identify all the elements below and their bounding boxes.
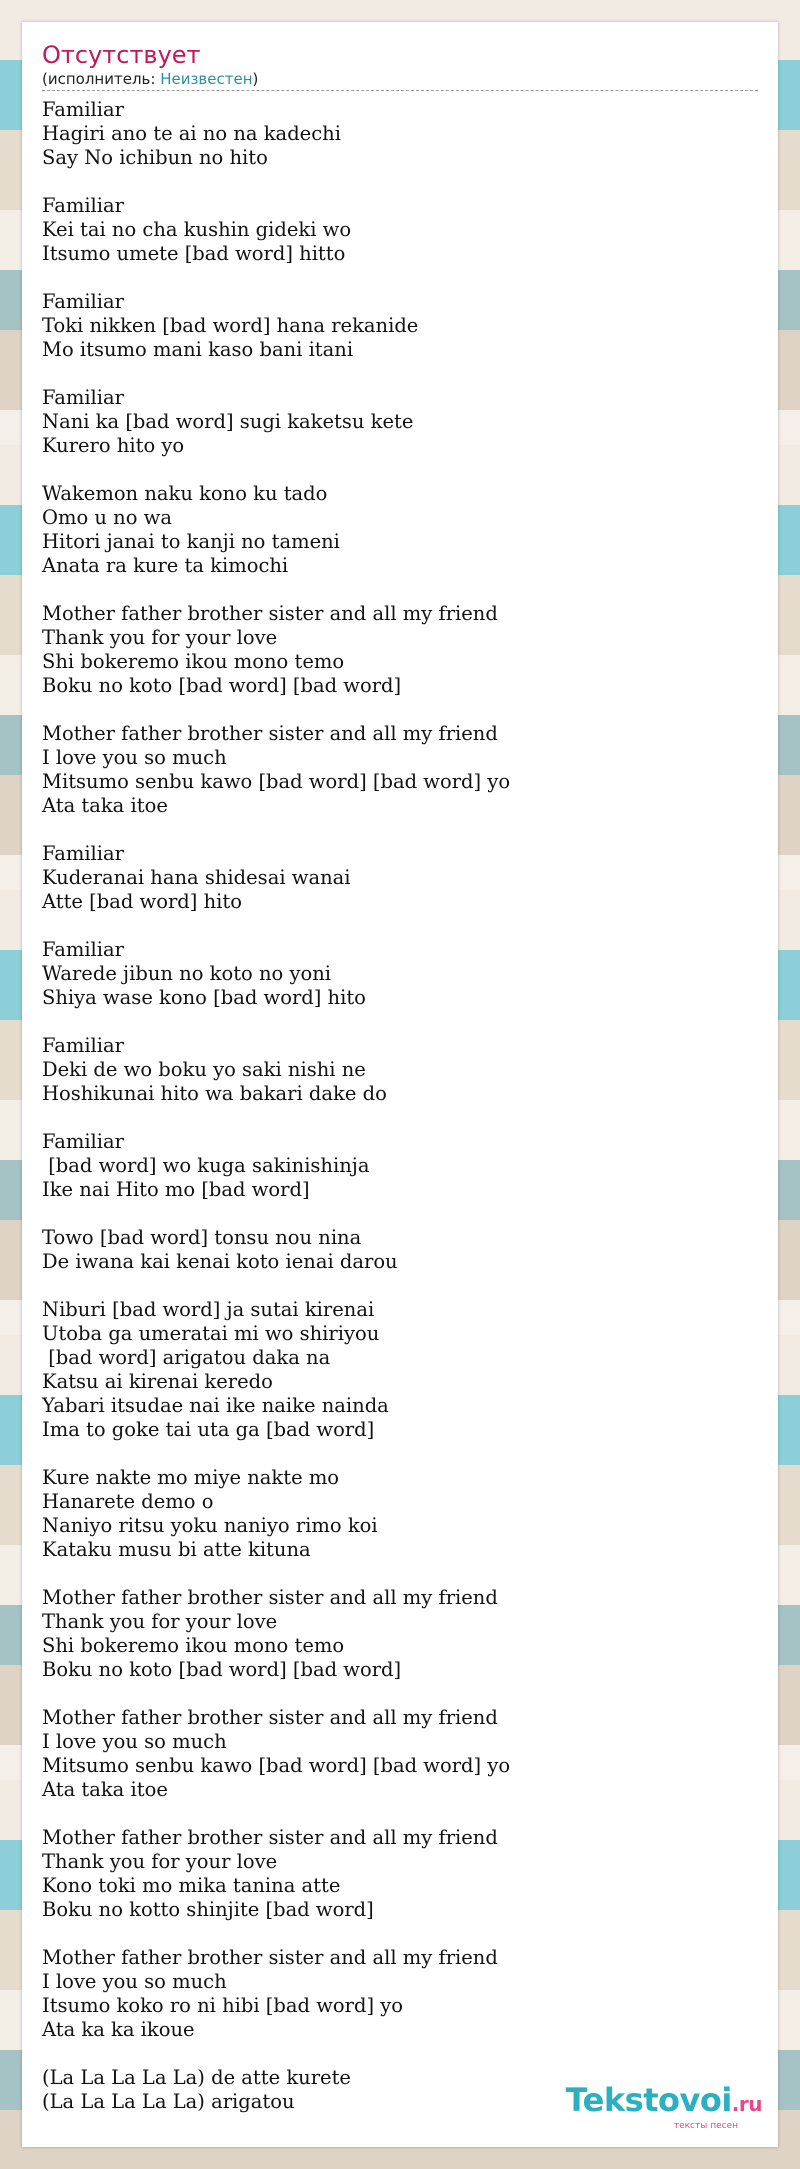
lyrics-line: Katsu ai kirenai keredo xyxy=(42,1370,273,1393)
lyrics-stanza xyxy=(42,1466,758,1562)
lyrics-stanza xyxy=(42,482,758,578)
lyrics-stanza xyxy=(42,842,758,914)
lyrics-line: Kuderanai hana shidesai wanai xyxy=(42,866,351,889)
lyrics-stanza xyxy=(42,938,758,1010)
lyrics-line: Ima to goke tai uta ga [bad word] xyxy=(42,1418,375,1441)
logo-tagline: тексты песен xyxy=(673,2121,738,2131)
lyrics-line: Itsumo umete [bad word] hitto xyxy=(42,242,346,265)
lyrics-stanza xyxy=(42,722,758,818)
lyrics-stanza xyxy=(42,290,758,362)
lyrics-line: Familiar xyxy=(42,1034,124,1057)
lyrics-line: Mitsumo senbu kawo [bad word] [bad word] yo xyxy=(42,1754,511,1777)
lyrics-line: Boku no kotto shinjite [bad word] xyxy=(42,1898,374,1921)
lyrics-line: Hitori janai to kanji no tameni xyxy=(42,530,340,553)
lyrics-line: Familiar xyxy=(42,386,124,409)
lyrics-line: Warede jibun no koto no yoni xyxy=(42,962,332,985)
lyrics-stanza xyxy=(42,386,758,458)
lyrics-stanza xyxy=(42,602,758,698)
lyrics-line: Say No ichibun no hito xyxy=(42,146,268,169)
lyrics-line: Shi bokeremo ikou mono temo xyxy=(42,650,345,673)
lyrics-line: Nani ka [bad word] sugi kaketsu kete xyxy=(42,410,414,433)
lyrics-line: Hagiri ano te ai no na kadechi xyxy=(42,122,341,145)
site-logo[interactable] xyxy=(566,2083,762,2131)
lyrics-line: Anata ra kure ta kimochi xyxy=(42,554,289,577)
lyrics-line: Ata ka ka ikoue xyxy=(42,2018,195,2041)
artist-prefix: (исполнитель: xyxy=(42,70,161,88)
lyrics-line: Mother father brother sister and all my friend xyxy=(42,1946,498,1969)
lyrics-line: Mother father brother sister and all my friend xyxy=(42,1826,498,1849)
lyrics-line: Shi bokeremo ikou mono temo xyxy=(42,1634,345,1657)
lyrics-line: Thank you for your love xyxy=(42,626,278,649)
lyrics-line: Mother father brother sister and all my friend xyxy=(42,1706,498,1729)
lyrics-line: Atte [bad word] hito xyxy=(42,890,242,913)
lyrics-line: Familiar xyxy=(42,842,124,865)
lyrics-line: Boku no koto [bad word] [bad word] xyxy=(42,674,402,697)
lyrics-line: Kure nakte mo miye nakte mo xyxy=(42,1466,340,1489)
lyrics-line: Familiar xyxy=(42,98,124,121)
lyrics-line: Familiar xyxy=(42,194,124,217)
lyrics-stanza xyxy=(42,1298,758,1442)
artist-suffix: ) xyxy=(252,70,259,88)
lyrics-line: Mo itsumo mani kaso bani itani xyxy=(42,338,354,361)
lyrics-line: Familiar xyxy=(42,290,124,313)
lyrics-line: Mother father brother sister and all my friend xyxy=(42,722,498,745)
lyrics-line: I love you so much xyxy=(42,1730,227,1753)
lyrics-line: Niburi [bad word] ja sutai kirenai xyxy=(42,1298,375,1321)
lyrics-line: Kono toki mo mika tanina atte xyxy=(42,1874,341,1897)
lyrics-line: Kurero hito yo xyxy=(42,434,185,457)
lyrics-line: Itsumo koko ro ni hibi [bad word] yo xyxy=(42,1994,404,2017)
lyrics-stanza xyxy=(42,1226,758,1274)
lyrics-line: Deki de wo boku yo saki nishi ne xyxy=(42,1058,366,1081)
lyrics-line: Naniyo ritsu yoku naniyo rimo koi xyxy=(42,1514,378,1537)
lyrics-line: Towo [bad word] tonsu nou nina xyxy=(42,1226,362,1249)
lyrics-line: Thank you for your love xyxy=(42,1610,278,1633)
lyrics-line: Yabari itsudae nai ike naike nainda xyxy=(42,1394,389,1417)
logo-wordmark xyxy=(566,2083,762,2121)
artist-line xyxy=(42,70,758,91)
song-title: Отсутствует xyxy=(42,41,201,69)
lyrics-line: Ike nai Hito mo [bad word] xyxy=(42,1178,310,1201)
lyrics-line: Familiar xyxy=(42,1130,124,1153)
lyrics-stanza xyxy=(42,1706,758,1802)
lyrics-stanza xyxy=(42,98,758,170)
logo-name: Tekstovoi xyxy=(565,2081,732,2119)
lyrics-line: [bad word] wo kuga sakinishinja xyxy=(42,1154,370,1177)
logo-tld: .ru xyxy=(731,2092,762,2116)
lyrics-line: Omo u no wa xyxy=(42,506,172,529)
lyrics-line: Toki nikken [bad word] hana rekanide xyxy=(42,314,419,337)
lyrics-line: Ata taka itoe xyxy=(42,794,168,817)
lyrics-line: Mitsumo senbu kawo [bad word] [bad word] yo xyxy=(42,770,511,793)
lyrics-line: (La La La La La) de atte kurete xyxy=(42,2066,351,2089)
lyrics-line: Wakemon naku kono ku tado xyxy=(42,482,328,505)
lyrics-stanza xyxy=(42,1586,758,1682)
lyrics-line: [bad word] arigatou daka na xyxy=(42,1346,331,1369)
lyrics-line: I love you so much xyxy=(42,1970,227,1993)
lyrics-line: Thank you for your love xyxy=(42,1850,278,1873)
lyrics-line: Boku no koto [bad word] [bad word] xyxy=(42,1658,402,1681)
lyrics-body xyxy=(42,98,758,2114)
lyrics-stanza xyxy=(42,1034,758,1106)
lyrics-line: Kataku musu bi atte kituna xyxy=(42,1538,311,1561)
lyrics-line: Utoba ga umeratai mi wo shiriyou xyxy=(42,1322,380,1345)
lyrics-line: Mother father brother sister and all my friend xyxy=(42,1586,498,1609)
lyrics-card xyxy=(22,22,778,2147)
lyrics-line: Ata taka itoe xyxy=(42,1778,168,1801)
lyrics-line: Kei tai no cha kushin gideki wo xyxy=(42,218,352,241)
lyrics-line: Familiar xyxy=(42,938,124,961)
lyrics-stanza xyxy=(42,1130,758,1202)
lyrics-line: Hoshikunai hito wa bakari dake do xyxy=(42,1082,387,1105)
lyrics-stanza xyxy=(42,1826,758,1922)
lyrics-stanza xyxy=(42,1946,758,2042)
artist-link[interactable]: Неизвестен xyxy=(160,70,253,88)
lyrics-line: (La La La La La) arigatou xyxy=(42,2090,295,2113)
lyrics-line: De iwana kai kenai koto ienai darou xyxy=(42,1250,398,1273)
lyrics-line: Shiya wase kono [bad word] hito xyxy=(42,986,366,1009)
lyrics-line: Mother father brother sister and all my friend xyxy=(42,602,498,625)
lyrics-stanza xyxy=(42,194,758,266)
lyrics-line: I love you so much xyxy=(42,746,227,769)
lyrics-line: Hanarete demo o xyxy=(42,1490,214,1513)
